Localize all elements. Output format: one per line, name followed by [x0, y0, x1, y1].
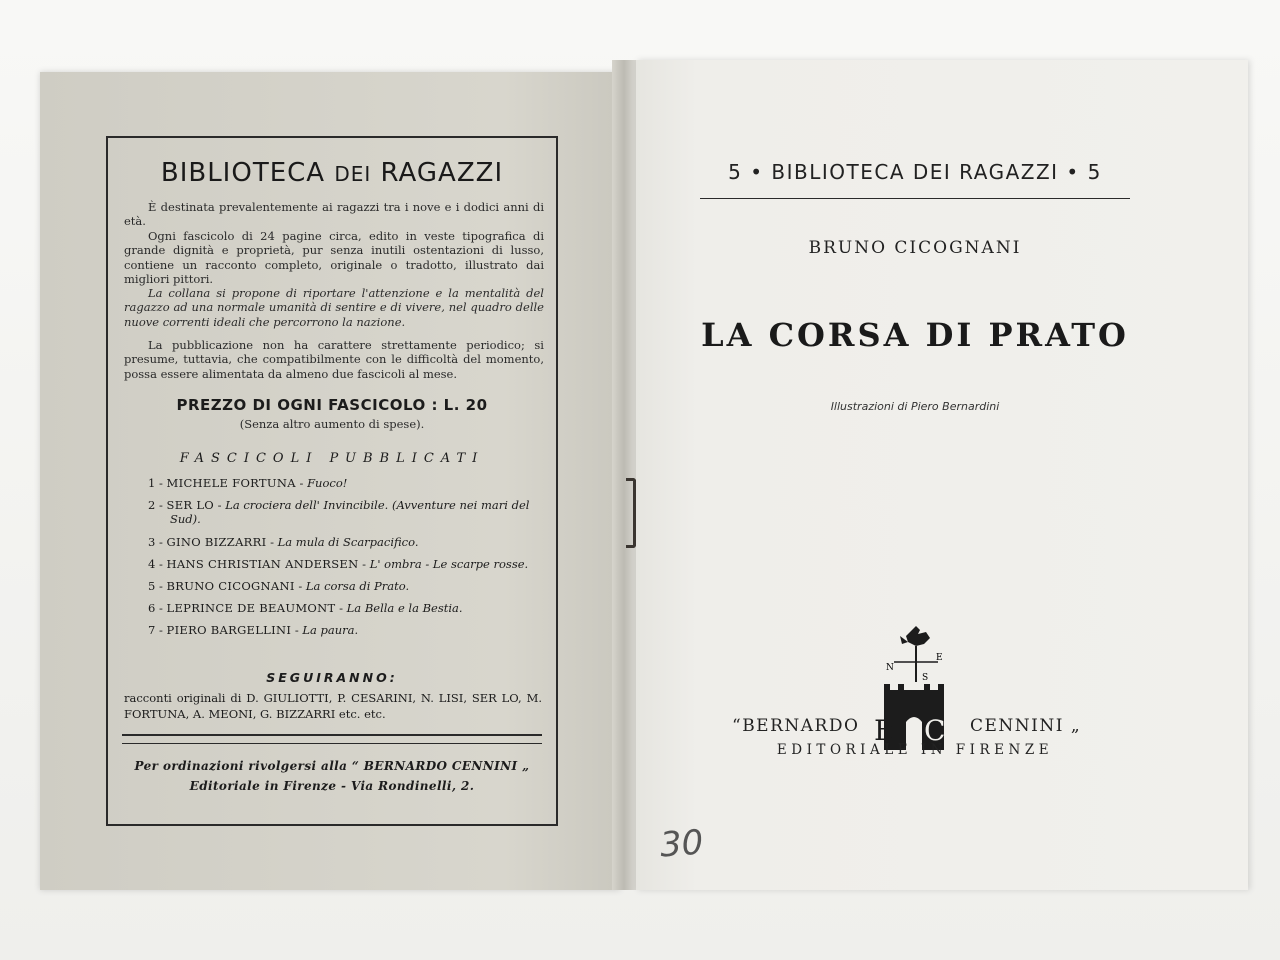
publisher-location: EDITORIALE IN FIRENZE	[776, 742, 1054, 758]
publisher-name-left: “BERNARDO	[732, 716, 860, 736]
list-item: 1 - MICHELE FORTUNA - Fuoco!	[148, 476, 348, 490]
book-author: BRUNO CICOGNANI	[808, 238, 1022, 258]
back-cover-page	[40, 72, 620, 890]
handwritten-note: 30	[658, 822, 705, 866]
catalog-title: BIBLIOTECA DEI RAGAZZI	[160, 158, 504, 188]
order-line-1: Per ordinazioni rivolgersi alla “ BERNARDO CENNINI „	[134, 759, 530, 773]
logo-letter-s: S	[922, 673, 929, 683]
title-page	[636, 60, 1248, 890]
series-heading: 5 • BIBLIOTECA DEI RAGAZZI • 5	[728, 160, 1102, 184]
staple	[626, 478, 636, 548]
published-list	[148, 476, 536, 646]
logo-letter-e: E	[936, 653, 943, 663]
publisher-logo-icon	[872, 622, 956, 752]
publisher-name-right: CENNINI „	[970, 716, 1082, 736]
upcoming-text: racconti originali di D. GIULIOTTI, P. CESARINI, N. LISI, SER LO, M. FORTUNA, A. MEONI, G. BIZZARRI etc. etc.	[124, 691, 542, 721]
catalog-paragraph-periodicity: La pubblicazione non ha carattere strettamente periodico; si presume, tuttavia, che compatibilmente con le difficoltà del momento, possa essere alimentata da almeno due fascicoli al mese.	[124, 338, 544, 381]
book-title: LA CORSA DI PRATO	[701, 316, 1129, 354]
price-line: PREZZO DI OGNI FASCICOLO : L. 20	[176, 396, 488, 414]
list-item: 7 - PIERO BARGELLINI - La paura.	[148, 623, 359, 638]
list-item: 4 - HANS CHRISTIAN ANDERSEN - L' ombra - Le scarpe rosse.	[148, 556, 529, 571]
list-item: 3 - GINO BIZZARRI - La mula di Scarpacifico.	[148, 534, 419, 549]
logo-letter-b: B	[874, 714, 895, 747]
divider	[122, 734, 542, 736]
list-item: 5 - BRUNO CICOGNANI - La corsa di Prato.	[148, 579, 410, 594]
order-info	[108, 756, 556, 796]
list-item: 2 - SER LO - La crociera dell' Invincibile. (Avventure nei mari del Sud).	[148, 498, 530, 527]
divider	[700, 198, 1130, 199]
catalog-paragraph-purpose: La collana si propone di riportare l'attenzione e la mentalità del ragazzo ad una normale umanità di sentire e di vivere, nel quadro delle nuove correnti ideali che percorrono la nazione.	[124, 286, 544, 329]
divider	[122, 743, 542, 744]
order-line-2: Editoriale in Firenze - Via Rondinelli, 2.	[189, 779, 475, 793]
catalog-frame	[106, 136, 558, 826]
catalog-paragraph-format: Ogni fascicolo di 24 pagine circa, edito in veste tipografica di grande dignità e proprietà, pur senza inutili ostentazioni di lusso, contiene un racconto completo, originale o tradotto, illustrato dai migliori pittori.	[124, 229, 544, 287]
catalog-paragraph-audience: È destinata prevalentemente ai ragazzi tra i nove e i dodici anni di età.	[124, 200, 544, 229]
published-heading: FASCICOLI PUBBLICATI	[179, 451, 485, 466]
list-item: 6 - LEPRINCE DE BEAUMONT - La Bella e la Bestia.	[148, 601, 463, 616]
logo-letter-c: C	[924, 714, 946, 747]
logo-letter-n: N	[886, 663, 894, 673]
upcoming-heading: SEGUIRANNO:	[266, 670, 398, 685]
price-note: (Senza altro aumento di spese).	[239, 417, 425, 431]
illustrator-credit: Illustrazioni di Piero Bernardini	[830, 400, 1000, 413]
